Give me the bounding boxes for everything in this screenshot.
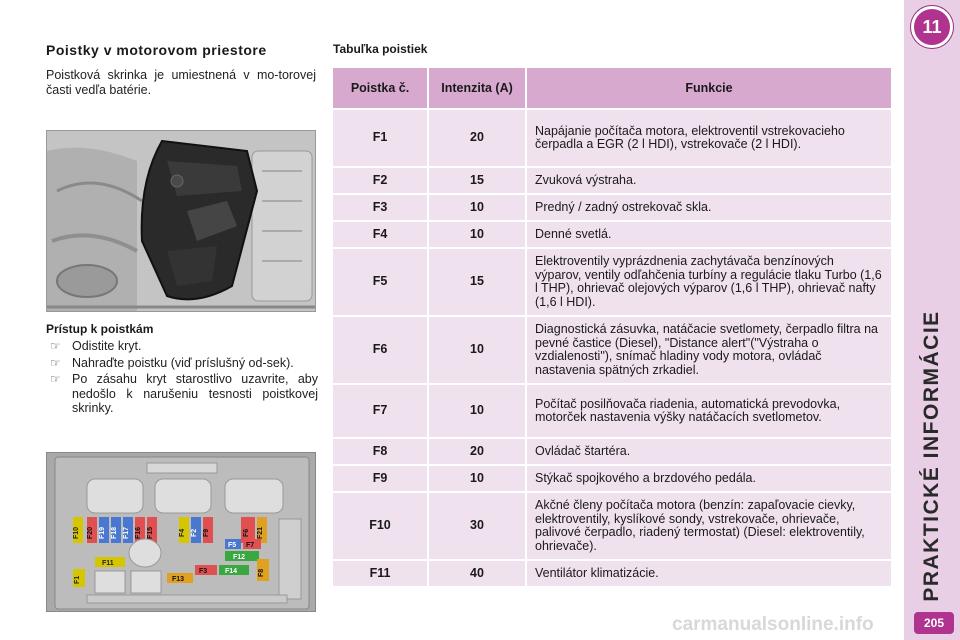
list-item: ☞ Odistite kryt. — [50, 339, 142, 353]
fuse-function: Diagnostická zásuvka, natáčacie svetlomety, čerpadlo filtra na pevné častice (Diesel), "Distance alert"("Výstraha o vzdialenosti"), snímač hladiny vody motora, ovládač nastavenia spätných zrkadiel. — [525, 317, 891, 383]
fuse-label: F11 — [102, 560, 114, 567]
table-header-row — [333, 68, 891, 108]
fuse-function: Napájanie počítača motora, elektroventil vstrekovacieho čerpadla a EGR (2 l HDI), vstrekovače (2 l HDI). — [525, 110, 891, 166]
fuse-amperage: 15 — [427, 168, 525, 193]
fuse-number: F5 — [333, 249, 427, 315]
fuse-label: F18 — [111, 526, 118, 539]
fuse-label: F16 — [135, 526, 142, 539]
table-row — [333, 466, 891, 491]
hand-pointer-icon: ☞ — [50, 339, 61, 353]
access-steps — [46, 339, 318, 418]
fuse-amperage: 20 — [427, 439, 525, 464]
engine-bay-illustration — [47, 131, 316, 312]
engine-bay-photo — [46, 130, 316, 312]
fuse-number: F3 — [333, 195, 427, 220]
table-row — [333, 385, 891, 437]
fuse-number: F4 — [333, 222, 427, 247]
fuse-label: F14 — [225, 568, 238, 575]
fusebox-layout — [47, 453, 316, 612]
table-row — [333, 110, 891, 166]
table-row — [333, 317, 891, 383]
table-title: Tabuľka poistiek — [333, 42, 428, 56]
fuse-label: F7 — [246, 542, 255, 549]
fuse-amperage: 10 — [427, 222, 525, 247]
fuse-amperage: 10 — [427, 466, 525, 491]
table-row — [333, 493, 891, 559]
table-row — [333, 168, 891, 193]
table-row — [333, 249, 891, 315]
access-title: Prístup k poistkám — [46, 322, 154, 336]
fuse-function: Denné svetlá. — [525, 222, 891, 247]
fuse-label: F4 — [179, 528, 186, 537]
hand-pointer-icon: ☞ — [50, 355, 61, 370]
fuse-amperage: 30 — [427, 493, 525, 559]
fuse-label: F19 — [99, 526, 106, 539]
fuse-function: Predný / zadný ostrekovač skla. — [525, 195, 891, 220]
fuse-label: F5 — [228, 542, 237, 549]
fuse-number: F10 — [333, 493, 427, 559]
fuse-amperage: 15 — [427, 249, 525, 315]
watermark: carmanualsonline.info — [672, 614, 874, 635]
fuse-function: Ovládač štartéra. — [525, 439, 891, 464]
fuse-function: Akčné členy počítača motora (benzín: zapaľovacie cievky, elektroventily, kyslíkové sondy, vstrekovače, ohrievače, palivové čerpadlo, riadený termostat) (Diesel: elektroventily, ohrievače). — [525, 493, 891, 559]
fuse-label: F20 — [87, 526, 94, 539]
fuse-function: Ventilátor klimatizácie. — [525, 561, 891, 586]
fuse-label: F17 — [123, 526, 130, 539]
chapter-badge — [911, 6, 953, 48]
fuse-label: F8 — [258, 568, 265, 577]
fuse-number: F11 — [333, 561, 427, 586]
fuse-label: F2 — [191, 528, 198, 537]
hand-pointer-icon: ☞ — [50, 372, 61, 386]
fuse-number: F1 — [333, 110, 427, 166]
fuse-amperage: 10 — [427, 195, 525, 220]
chapter-title-vertical: PRAKTICKÉ INFORMÁCIE — [920, 310, 943, 602]
fuse-label: F21 — [257, 526, 264, 539]
column-header-fuse: Poistka č. — [333, 68, 427, 108]
fuse-amperage: 10 — [427, 317, 525, 383]
fuse-function: Počítač posilňovača riadenia, automatická prevodovka, motorček nastavenia výšky natáčacích svetlometov. — [525, 385, 891, 437]
fuse-label: F3 — [199, 568, 208, 575]
fuse-function: Zvuková výstraha. — [525, 168, 891, 193]
intro-paragraph: Poistková skrinka je umiestnená v mo-torovej časti vedľa batérie. — [46, 68, 316, 97]
fuse-number: F9 — [333, 466, 427, 491]
fuse-label: F10 — [73, 526, 80, 539]
fuse-amperage: 10 — [427, 385, 525, 437]
list-item: ☞ Po zásahu kryt starostlivo uzavrite, aby nedošlo k narušeniu tesnosti poistkovej skrinky. — [50, 372, 318, 415]
column-header-function: Funkcie — [525, 68, 891, 108]
fuse-label: F13 — [172, 576, 185, 583]
table-row — [333, 222, 891, 247]
section-title: Poistky v motorovom priestore — [46, 42, 267, 58]
fuse-label: F1 — [74, 575, 81, 584]
fuse-number: F6 — [333, 317, 427, 383]
table-row — [333, 561, 891, 586]
fuse-function: Elektroventily vyprázdnenia zachytávača benzínových výparov, ventily odľahčenia turbíny a regulácie tlaku Turbo (1,6 l THP), ohrievač olejových výparov (1,6 l THP), ohrievač nafty (1,6 l HDI). — [525, 249, 891, 315]
column-header-amperage: Intenzita (A) — [427, 68, 525, 108]
fuse-number: F2 — [333, 168, 427, 193]
fuse-label: F12 — [233, 554, 246, 561]
fuse-amperage: 40 — [427, 561, 525, 586]
fusebox-diagram — [46, 452, 316, 612]
chapter-number: 11 — [922, 17, 942, 37]
page-number: 205 — [914, 612, 954, 634]
fuse-number: F7 — [333, 385, 427, 437]
table-row — [333, 439, 891, 464]
fuse-function: Stýkač spojkového a brzdového pedála. — [525, 466, 891, 491]
table-row — [333, 195, 891, 220]
fuse-amperage: 20 — [427, 110, 525, 166]
fuse-label: F15 — [147, 526, 154, 539]
list-item: ☞ Nahraďte poistku (viď príslušný od-sek). — [50, 355, 294, 370]
fuse-number: F8 — [333, 439, 427, 464]
fuse-label: F9 — [203, 528, 210, 537]
fuse-table — [333, 66, 891, 588]
fuse-label: F6 — [243, 528, 250, 537]
